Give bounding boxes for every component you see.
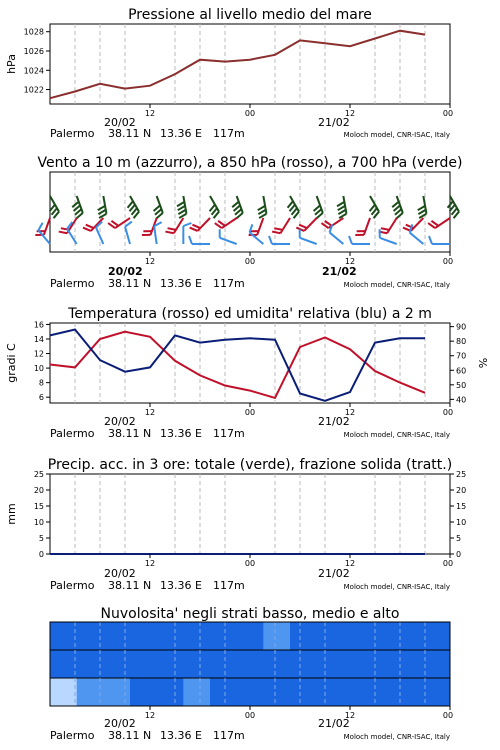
barb-feather: [190, 228, 198, 231]
wind-x-ticks: [145, 252, 453, 266]
cloud-cell: [210, 650, 237, 678]
x-tick-label: 12: [344, 109, 356, 118]
cloud-cell: [317, 650, 344, 678]
cloud-cell: [183, 622, 210, 650]
barb-feather: [381, 228, 389, 230]
clouds-place: Palermo: [50, 729, 95, 742]
y-tick-label: 14: [33, 335, 44, 344]
wind-barb: [72, 196, 83, 218]
barb-feather: [38, 223, 42, 230]
x-tick-label: 00: [244, 408, 256, 417]
cloud-cell: [397, 622, 424, 650]
y-tick-label: 0: [456, 550, 462, 559]
wind-lon: 13.36 E: [160, 277, 202, 290]
wind-barb: [215, 218, 237, 228]
barb-shaft: [387, 218, 397, 233]
barb-feather: [338, 210, 345, 214]
barb-feather: [178, 210, 185, 214]
pressure-x-ticks: [145, 104, 453, 118]
cloud-cell: [397, 678, 424, 706]
y-tick-label: 1026: [23, 46, 44, 56]
cloud-cell: [263, 650, 290, 678]
wind-barb: [314, 196, 323, 218]
temperature-lat: 38.11 N: [108, 427, 152, 440]
barb-shaft: [280, 218, 290, 233]
y-tick-label: 0: [38, 550, 44, 559]
barb-shaft: [435, 218, 450, 228]
wind-barb: [128, 196, 139, 218]
barb-feather: [337, 202, 344, 206]
cloud-cell: [397, 650, 424, 678]
cloud-cell: [237, 650, 264, 678]
wind-barb: [410, 224, 424, 244]
y-tick-label: 25: [456, 470, 467, 479]
y-tick-label: 1024: [23, 66, 44, 76]
temperature-x-ticks: [145, 403, 453, 417]
wind-barb: [165, 218, 183, 233]
pressure-place: Palermo: [50, 127, 95, 140]
pressure-grid: [75, 24, 425, 104]
x-tick-label: 12: [144, 109, 156, 118]
precip-date-2: 21/02: [318, 567, 350, 580]
barb-feather: [179, 214, 186, 218]
clouds-title: Nuvolosita' negli strati basso, medio e alto: [100, 606, 400, 622]
precip-x-ticks: [145, 554, 453, 568]
wind-grid: [75, 172, 425, 252]
clouds-footer: [50, 717, 450, 742]
wind-barb: [154, 196, 163, 218]
pressure-lat: 38.11 N: [108, 127, 152, 140]
x-tick-label: 00: [244, 559, 256, 568]
cloud-cell: [210, 622, 237, 650]
y-tick-label: 15: [33, 502, 44, 511]
barb-shaft: [380, 238, 397, 244]
pressure-panel: [5, 7, 453, 140]
temperature-date-2: 21/02: [318, 415, 350, 428]
cloud-cell: [50, 650, 77, 678]
wind-title: Vento a 10 m (azzurro), a 850 hPa (rosso), a 700 hPa (verde): [37, 155, 463, 171]
x-tick-label: 12: [144, 408, 156, 417]
wind-barb: [154, 222, 162, 244]
precip-y-ticks: [34, 470, 50, 559]
cloud-cell: [183, 650, 210, 678]
barb-feather: [269, 236, 272, 244]
cloud-cell: [317, 622, 344, 650]
cloud-cell: [290, 678, 317, 706]
clouds-alt: 117m: [213, 729, 245, 742]
y-tick-label: 70: [456, 351, 467, 361]
cloud-cell: [237, 622, 264, 650]
barb-shaft: [154, 226, 157, 244]
precip-y-label: mm: [5, 503, 18, 525]
cloud-cell: [237, 678, 264, 706]
y-tick-label: 60: [456, 366, 467, 376]
cloud-cell: [343, 678, 370, 706]
y-tick-label: 25: [33, 470, 44, 479]
pressure-y-label: hPa: [5, 54, 18, 74]
wind-barb: [392, 196, 403, 218]
precip-y-ticks-right: [450, 470, 466, 559]
x-tick-label: 12: [144, 711, 156, 720]
cloud-cell: [130, 622, 157, 650]
wind-barb: [370, 196, 379, 218]
cloud-cell: [157, 622, 184, 650]
barb-shaft: [410, 232, 424, 244]
cloud-cell: [370, 650, 397, 678]
barb-feather: [258, 210, 265, 214]
cloud-cell: [317, 678, 344, 706]
barb-feather: [429, 236, 432, 244]
pressure-y-ticks: [24, 28, 50, 95]
cloud-cell: [343, 622, 370, 650]
cloud-cell: [157, 650, 184, 678]
wind-barb: [125, 222, 132, 244]
precip-frame: [50, 474, 450, 554]
barb-feather: [349, 236, 352, 244]
cloud-cell: [183, 678, 210, 706]
cloud-cell: [103, 650, 130, 678]
temperature-panel: [5, 306, 490, 440]
barb-feather: [272, 232, 280, 234]
wind-barb: [232, 196, 243, 218]
cloud-cell: [263, 622, 290, 650]
y-tick-label: 90: [456, 322, 467, 332]
y-tick-label: 8: [38, 378, 44, 388]
y-tick-label: 15: [456, 502, 467, 511]
barb-feather: [192, 225, 200, 228]
y-tick-label: 20: [33, 486, 44, 495]
pressure-date-2: 21/02: [318, 116, 350, 129]
y-tick-label: 20: [456, 486, 467, 495]
y-tick-label: 6: [38, 393, 44, 403]
wind-barb: [448, 196, 459, 218]
y-tick-label: 10: [456, 518, 467, 527]
precip-grid: [75, 474, 425, 554]
clouds-date-2: 21/02: [318, 717, 350, 730]
x-tick-label: 12: [344, 559, 356, 568]
barb-feather: [83, 228, 91, 231]
cloud-cell: [423, 650, 450, 678]
barb-shaft: [222, 218, 237, 228]
cloud-cell: [290, 650, 317, 678]
wind-barb: [349, 236, 370, 244]
x-tick-label: 00: [442, 711, 454, 720]
x-tick-label: 00: [442, 559, 454, 568]
x-tick-label: 00: [244, 109, 256, 118]
x-tick-label: 00: [244, 711, 256, 720]
wind-barb: [98, 196, 107, 218]
pressure-credit: Moloch model, CNR-ISAC, Italy: [343, 131, 450, 139]
y-tick-label: 10: [33, 518, 44, 527]
cloud-cell: [103, 678, 130, 706]
barb-feather: [183, 223, 191, 226]
cloud-cell: [210, 678, 237, 706]
y-tick-label: 5: [456, 534, 462, 543]
barb-feather: [299, 225, 307, 228]
pressure-lon: 13.36 E: [160, 127, 202, 140]
barb-feather: [125, 222, 132, 227]
y-tick-label: 40: [456, 395, 467, 405]
precip-lon: 13.36 E: [160, 579, 202, 592]
barb-feather: [86, 225, 94, 228]
barb-feather: [259, 214, 266, 218]
cloud-cell: [263, 678, 290, 706]
clouds-lon: 13.36 E: [160, 729, 202, 742]
y-tick-label: 12: [33, 349, 44, 359]
precip-panel: [5, 457, 466, 592]
cloud-cell: [130, 650, 157, 678]
cloud-cell: [370, 678, 397, 706]
x-tick-label: 12: [144, 559, 156, 568]
clouds-lat: 38.11 N: [108, 729, 152, 742]
clouds-date-1: 20/02: [104, 717, 136, 730]
wind-barb: [418, 196, 427, 218]
wind-place: Palermo: [50, 277, 95, 290]
temperature-credit: Moloch model, CNR-ISAC, Italy: [343, 431, 450, 439]
barb-shaft: [197, 218, 210, 231]
cloud-cell: [50, 678, 77, 706]
barb-shaft: [364, 218, 370, 235]
cloud-cell: [103, 622, 130, 650]
pressure-date-1: 20/02: [104, 116, 136, 129]
precip-footer: [50, 567, 450, 592]
wind-barb: [330, 224, 344, 244]
temperature-footer: [50, 415, 450, 440]
x-tick-label: 00: [442, 257, 454, 266]
barb-feather: [98, 206, 105, 210]
y-tick-label: 50: [456, 380, 467, 390]
wind-barb: [288, 196, 299, 218]
wind-barb: [337, 196, 346, 218]
x-tick-label: 12: [344, 408, 356, 417]
wind-panel: [35, 155, 462, 290]
precip-place: Palermo: [50, 579, 95, 592]
barb-feather: [338, 206, 345, 210]
pressure-frame: [50, 24, 450, 104]
barb-feather: [177, 202, 184, 206]
y-tick-label: 16: [33, 320, 44, 330]
pressure-title: Pressione al livello medio del mare: [128, 7, 372, 23]
temperature-title: Temperatura (rosso) ed umidita' relativa (blu) a 2 m: [68, 306, 432, 322]
temperature-alt: 117m: [213, 427, 245, 440]
cloud-cell: [423, 678, 450, 706]
clouds-x-ticks: [145, 706, 453, 720]
cloud-cell: [157, 678, 184, 706]
pressure-line: [50, 31, 425, 99]
humidity-y-ticks: [450, 323, 466, 405]
barb-shaft: [330, 232, 344, 244]
cloud-cell: [130, 678, 157, 706]
y-tick-label: 1028: [23, 27, 44, 37]
y-tick-label: 5: [38, 534, 44, 543]
barb-feather: [258, 206, 265, 210]
wind-barb: [300, 229, 317, 244]
barb-shaft: [300, 238, 317, 244]
wind-barb: [269, 236, 290, 244]
temperature-date-1: 20/02: [104, 415, 136, 428]
y-tick-label: 1022: [23, 85, 44, 95]
humidity-y-label: %: [477, 357, 490, 369]
wind-credit: Moloch model, CNR-ISAC, Italy: [343, 281, 450, 289]
cloud-cell: [423, 622, 450, 650]
barb-feather: [418, 206, 425, 210]
wind-alt: 117m: [213, 277, 245, 290]
barb-feather: [418, 210, 425, 214]
temperature-line: [50, 332, 425, 398]
wind-barb: [50, 196, 59, 218]
x-tick-label: 12: [144, 257, 156, 266]
wind-barb: [355, 218, 370, 235]
y-tick-label: 10: [33, 364, 44, 374]
barb-shaft: [257, 218, 263, 235]
wind-barb: [258, 196, 267, 218]
wind-date-1: 20/02: [108, 265, 143, 278]
barb-shaft: [220, 238, 237, 244]
x-tick-label: 00: [442, 408, 454, 417]
wind-frame: [50, 172, 450, 252]
wind-barb: [428, 218, 450, 228]
wind-barb: [177, 196, 186, 218]
barb-feather: [189, 236, 192, 244]
barb-shaft: [411, 218, 424, 231]
clouds-credit: Moloch model, CNR-ISAC, Italy: [343, 733, 450, 741]
pressure-footer: [50, 116, 450, 140]
x-tick-label: 12: [344, 257, 356, 266]
wind-footer: [50, 265, 450, 290]
barb-feather: [59, 232, 67, 234]
barb-shaft: [304, 218, 317, 231]
wind-date-2: 21/02: [322, 265, 357, 278]
precip-credit: Moloch model, CNR-ISAC, Italy: [343, 583, 450, 591]
barb-shaft: [125, 227, 130, 244]
wind-barb: [429, 236, 450, 244]
cloud-cell: [290, 622, 317, 650]
barb-feather: [178, 206, 185, 210]
temperature-y-label: gradi C: [5, 343, 18, 383]
barb-shaft: [44, 218, 50, 235]
x-tick-label: 00: [442, 109, 454, 118]
precip-date-1: 20/02: [104, 567, 136, 580]
precip-title: Precip. acc. in 3 ore: totale (verde), frazione solida (tratt.): [47, 457, 453, 473]
precip-alt: 117m: [213, 579, 245, 592]
y-tick-label: 80: [456, 337, 467, 347]
clouds-cells: [50, 622, 451, 706]
temperature-lon: 13.36 E: [160, 427, 202, 440]
clouds-panel: [50, 606, 453, 742]
pressure-alt: 117m: [213, 127, 245, 140]
barb-feather: [165, 232, 173, 234]
wind-barb: [296, 218, 316, 231]
precip-lat: 38.11 N: [108, 579, 152, 592]
barb-shaft: [115, 218, 130, 228]
wind-lat: 38.11 N: [108, 277, 152, 290]
wind-barb: [403, 218, 423, 231]
wind-barb: [379, 218, 397, 233]
wind-barbs: [35, 196, 459, 244]
wind-barb: [220, 229, 237, 244]
barb-shaft: [174, 218, 184, 233]
wind-barb: [210, 196, 219, 218]
temperature-place: Palermo: [50, 427, 95, 440]
cloud-cell: [343, 650, 370, 678]
cloud-cell: [50, 622, 77, 650]
x-tick-label: 00: [244, 257, 256, 266]
wind-barb: [35, 218, 50, 235]
temperature-y-ticks: [34, 320, 50, 402]
cloud-cell: [370, 622, 397, 650]
x-tick-label: 12: [344, 711, 356, 720]
